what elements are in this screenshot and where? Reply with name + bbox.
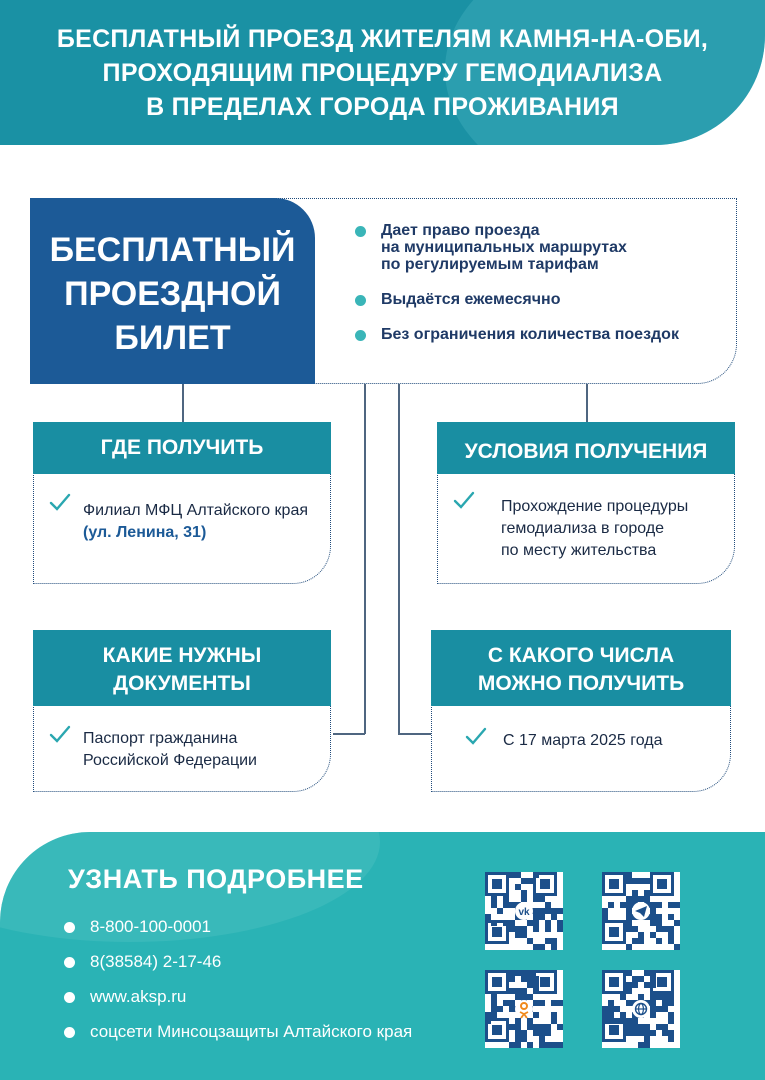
where-text: Филиал МФЦ Алтайского края [83,502,309,519]
title-line: БЕСПЛАТНЫЙ ПРОЕЗД ЖИТЕЛЯМ КАМНЯ-НА-ОБИ, [56,25,709,53]
connector-line [182,384,184,422]
svg-text:vk: vk [518,907,530,918]
feature-text: Дает право проезда [381,222,540,239]
where-title: ГДЕ ПОЛУЧИТЬ [33,422,331,474]
footer-title: УЗНАТЬ ПОДРОБНЕЕ [68,864,364,894]
contact-text: 8-800-100-0001 [90,917,211,936]
feature-text: на муниципальных маршрутах [381,239,627,256]
feature-item [355,291,715,308]
documents-title [33,630,331,706]
connector-line [333,733,365,735]
bullet-icon [64,992,75,1003]
feature-item [355,222,715,273]
contact-website-link[interactable] [62,986,412,1021]
page-title [0,22,765,124]
bullet-icon [355,295,366,306]
connector-line [586,384,588,422]
feature-text: по регулируемым тарифам [381,256,599,273]
feature-text: Без ограничения количества поездок [381,326,679,343]
ticket-badge [30,198,315,384]
check-icon [465,726,487,748]
contact-social [62,1021,412,1056]
conditions-content [501,496,688,562]
documents-title-line: КАКИЕ НУЖНЫ [102,644,262,667]
check-icon [49,724,71,746]
connector-line [364,384,366,734]
feature-item [355,326,715,343]
date-text: С 17 марта 2025 года [503,732,663,749]
bullet-icon [355,330,366,341]
where-content [83,500,308,544]
where-box [33,422,331,584]
conditions-text: Прохождение процедуры [501,498,689,515]
date-box [431,630,731,792]
feature-list [355,222,715,361]
contact-phone-local[interactable] [62,951,412,986]
bullet-icon [355,226,366,237]
conditions-box [437,422,735,584]
documents-box [33,630,331,792]
title-line: ПРОХОДЯЩИМ ПРОЦЕДУРУ ГЕМОДИАЛИЗА [102,59,663,87]
documents-text: Российской Федерации [83,752,257,769]
qr-website[interactable] [602,970,680,1048]
date-title-line: МОЖНО ПОЛУЧИТЬ [477,672,685,695]
conditions-title: УСЛОВИЯ ПОЛУЧЕНИЯ [437,422,735,474]
qr-odnoklassniki[interactable] [485,970,563,1048]
ticket-line: БИЛЕТ [114,319,231,357]
date-title [431,630,731,706]
contact-text: www.aksp.ru [90,987,187,1006]
check-icon [49,492,71,514]
contact-list [62,916,412,1056]
qr-telegram[interactable] [602,872,680,950]
connector-line [398,733,432,735]
feature-text: Выдаётся ежемесячно [381,291,561,308]
qr-vk[interactable] [485,872,563,950]
connector-line [398,384,400,734]
bullet-icon [64,922,75,933]
contact-text: 8(38584) 2-17-46 [90,952,222,971]
documents-text: Паспорт гражданина [83,730,238,747]
date-title-line: С КАКОГО ЧИСЛА [487,644,675,667]
conditions-text: гемодиализа в городе [501,520,665,537]
contact-text: соцсети Минсоцзащиты Алтайского края [90,1022,413,1041]
ticket-line: ПРОЕЗДНОЙ [64,275,281,313]
footer-panel [0,832,765,1080]
header-banner [0,0,765,145]
bullet-icon [64,957,75,968]
documents-content [83,728,257,772]
contact-phone-hotline[interactable] [62,916,412,951]
where-address: (ул. Ленина, 31) [83,524,207,541]
ticket-line: БЕСПЛАТНЫЙ [49,231,296,269]
bullet-icon [64,1027,75,1038]
title-line: В ПРЕДЕЛАХ ГОРОДА ПРОЖИВАНИЯ [146,93,619,121]
check-icon [453,490,475,512]
conditions-text: по месту жительства [501,542,657,559]
date-content [503,730,662,752]
documents-title-line: ДОКУМЕНТЫ [113,672,251,695]
